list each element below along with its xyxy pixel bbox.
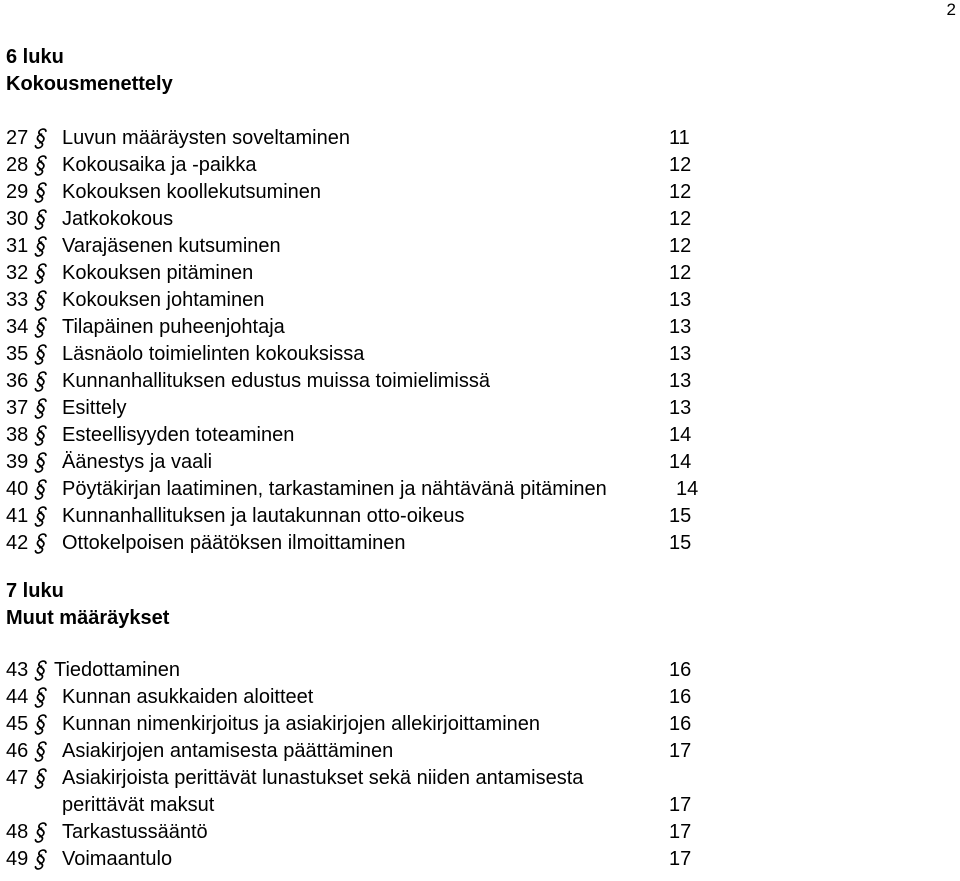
toc-entry-45 (0, 711, 720, 738)
section-number: 38 (6, 424, 29, 446)
toc-entry-34 (0, 314, 720, 341)
section-number: 35 (6, 343, 29, 365)
section-title: Luvun määräysten soveltaminen (62, 127, 350, 149)
page-ref: 14 (669, 424, 692, 446)
section-title: Kunnanhallituksen edustus muissa toimielimissä (62, 370, 490, 392)
chapter-6-title: Kokousmenettely (6, 73, 173, 95)
page-ref: 16 (669, 659, 692, 681)
page-number: 2 (946, 0, 956, 19)
section-title: Pöytäkirjan laatiminen, tarkastaminen ja nähtävänä pitäminen (62, 478, 607, 500)
page-ref: 16 (669, 713, 692, 735)
section-number: 44 (6, 686, 29, 708)
toc-entry-28 (0, 152, 720, 179)
section-number: 41 (6, 505, 29, 527)
page-ref: 14 (669, 451, 692, 473)
toc-entry-32 (0, 260, 720, 287)
page-ref: 17 (669, 821, 692, 843)
section-number: 33 (6, 289, 29, 311)
section-number: 29 (6, 181, 29, 203)
section-title: Kokousaika ja -paikka (62, 154, 257, 176)
toc-entry-49 (0, 846, 720, 873)
section-title: Tilapäinen puheenjohtaja (62, 316, 285, 338)
section-sign-icon (32, 846, 48, 881)
section-number: 30 (6, 208, 29, 230)
toc-entry-29 (0, 179, 720, 206)
section-number: 39 (6, 451, 29, 473)
section-number: 32 (6, 262, 29, 284)
section-title: Esteellisyyden toteaminen (62, 424, 295, 446)
toc-entry-44 (0, 684, 720, 711)
page-ref: 17 (669, 794, 692, 816)
section-number: 47 (6, 767, 29, 789)
section-title: Tiedottaminen (54, 659, 180, 681)
section-number: 31 (6, 235, 29, 257)
section-number: 27 (6, 127, 29, 149)
section-number: 34 (6, 316, 29, 338)
section-title: Kunnan asukkaiden aloitteet (62, 686, 314, 708)
section-title: Ottokelpoisen päätöksen ilmoittaminen (62, 532, 406, 554)
section-title: Läsnäolo toimielinten kokouksissa (62, 343, 365, 365)
section-title: Kokouksen koollekutsuminen (62, 181, 322, 203)
toc-entry-30 (0, 206, 720, 233)
section-title: Tarkastussääntö (62, 821, 208, 843)
toc-entry-47-continued (0, 792, 720, 819)
page-ref: 11 (669, 127, 690, 149)
toc-entry-35 (0, 341, 720, 368)
page-ref: 15 (669, 532, 692, 554)
chapter-6-number: 6 luku (6, 46, 64, 68)
section-number: 37 (6, 397, 29, 419)
page-ref: 17 (669, 740, 692, 762)
toc-entry-42 (0, 530, 720, 557)
section-title: Asiakirjoista perittävät lunastukset sekä niiden antamisesta (62, 767, 584, 789)
section-title: Varajäsenen kutsuminen (62, 235, 281, 257)
page-ref: 12 (669, 154, 692, 176)
page-ref: 12 (669, 208, 692, 230)
chapter-7-toc (0, 657, 720, 873)
toc-entry-39 (0, 449, 720, 476)
page-ref: 13 (669, 397, 692, 419)
toc-entry-37 (0, 395, 720, 422)
section-title: Kunnanhallituksen ja lautakunnan otto-oikeus (62, 505, 465, 527)
chapter-7-title: Muut määräykset (6, 607, 170, 629)
page-ref: 13 (669, 343, 692, 365)
toc-entry-27 (0, 125, 720, 152)
section-number: 46 (6, 740, 29, 762)
toc-entry-36 (0, 368, 720, 395)
section-number: 48 (6, 821, 29, 843)
toc-entry-46 (0, 738, 720, 765)
toc-entry-38 (0, 422, 720, 449)
section-title: Asiakirjojen antamisesta päättäminen (62, 740, 394, 762)
toc-entry-31 (0, 233, 720, 260)
page-ref: 13 (669, 316, 692, 338)
section-number: 49 (6, 848, 29, 870)
section-number: 42 (6, 532, 29, 554)
page-ref: 17 (669, 848, 692, 870)
section-title: Äänestys ja vaali (62, 451, 213, 473)
chapter-6-toc (0, 125, 720, 557)
page-ref: 14 (676, 478, 699, 500)
section-title: Esittely (62, 397, 127, 419)
section-title: Kunnan nimenkirjoitus ja asiakirjojen allekirjoittaminen (62, 713, 541, 735)
toc-entry-41 (0, 503, 720, 530)
section-number: 45 (6, 713, 29, 735)
section-number: 28 (6, 154, 29, 176)
page-ref: 16 (669, 686, 692, 708)
section-title: Jatkokokous (62, 208, 174, 230)
toc-entry-47 (0, 765, 720, 792)
section-number: 43 (6, 659, 29, 681)
page-ref: 12 (669, 262, 692, 284)
toc-entry-40 (0, 476, 720, 503)
section-number: 36 (6, 370, 29, 392)
section-title-continued: perittävät maksut (62, 794, 215, 816)
page-ref: 12 (669, 181, 692, 203)
page-ref: 13 (669, 370, 692, 392)
toc-entry-33 (0, 287, 720, 314)
page-ref: 13 (669, 289, 692, 311)
section-title: Kokouksen pitäminen (62, 262, 254, 284)
toc-entry-43 (0, 657, 720, 684)
chapter-7-number: 7 luku (6, 580, 64, 602)
section-title: Voimaantulo (62, 848, 173, 870)
toc-entry-48 (0, 819, 720, 846)
section-sign-icon (32, 530, 48, 565)
page-ref: 12 (669, 235, 692, 257)
section-number: 40 (6, 478, 29, 500)
page-ref: 15 (669, 505, 692, 527)
section-title: Kokouksen johtaminen (62, 289, 265, 311)
